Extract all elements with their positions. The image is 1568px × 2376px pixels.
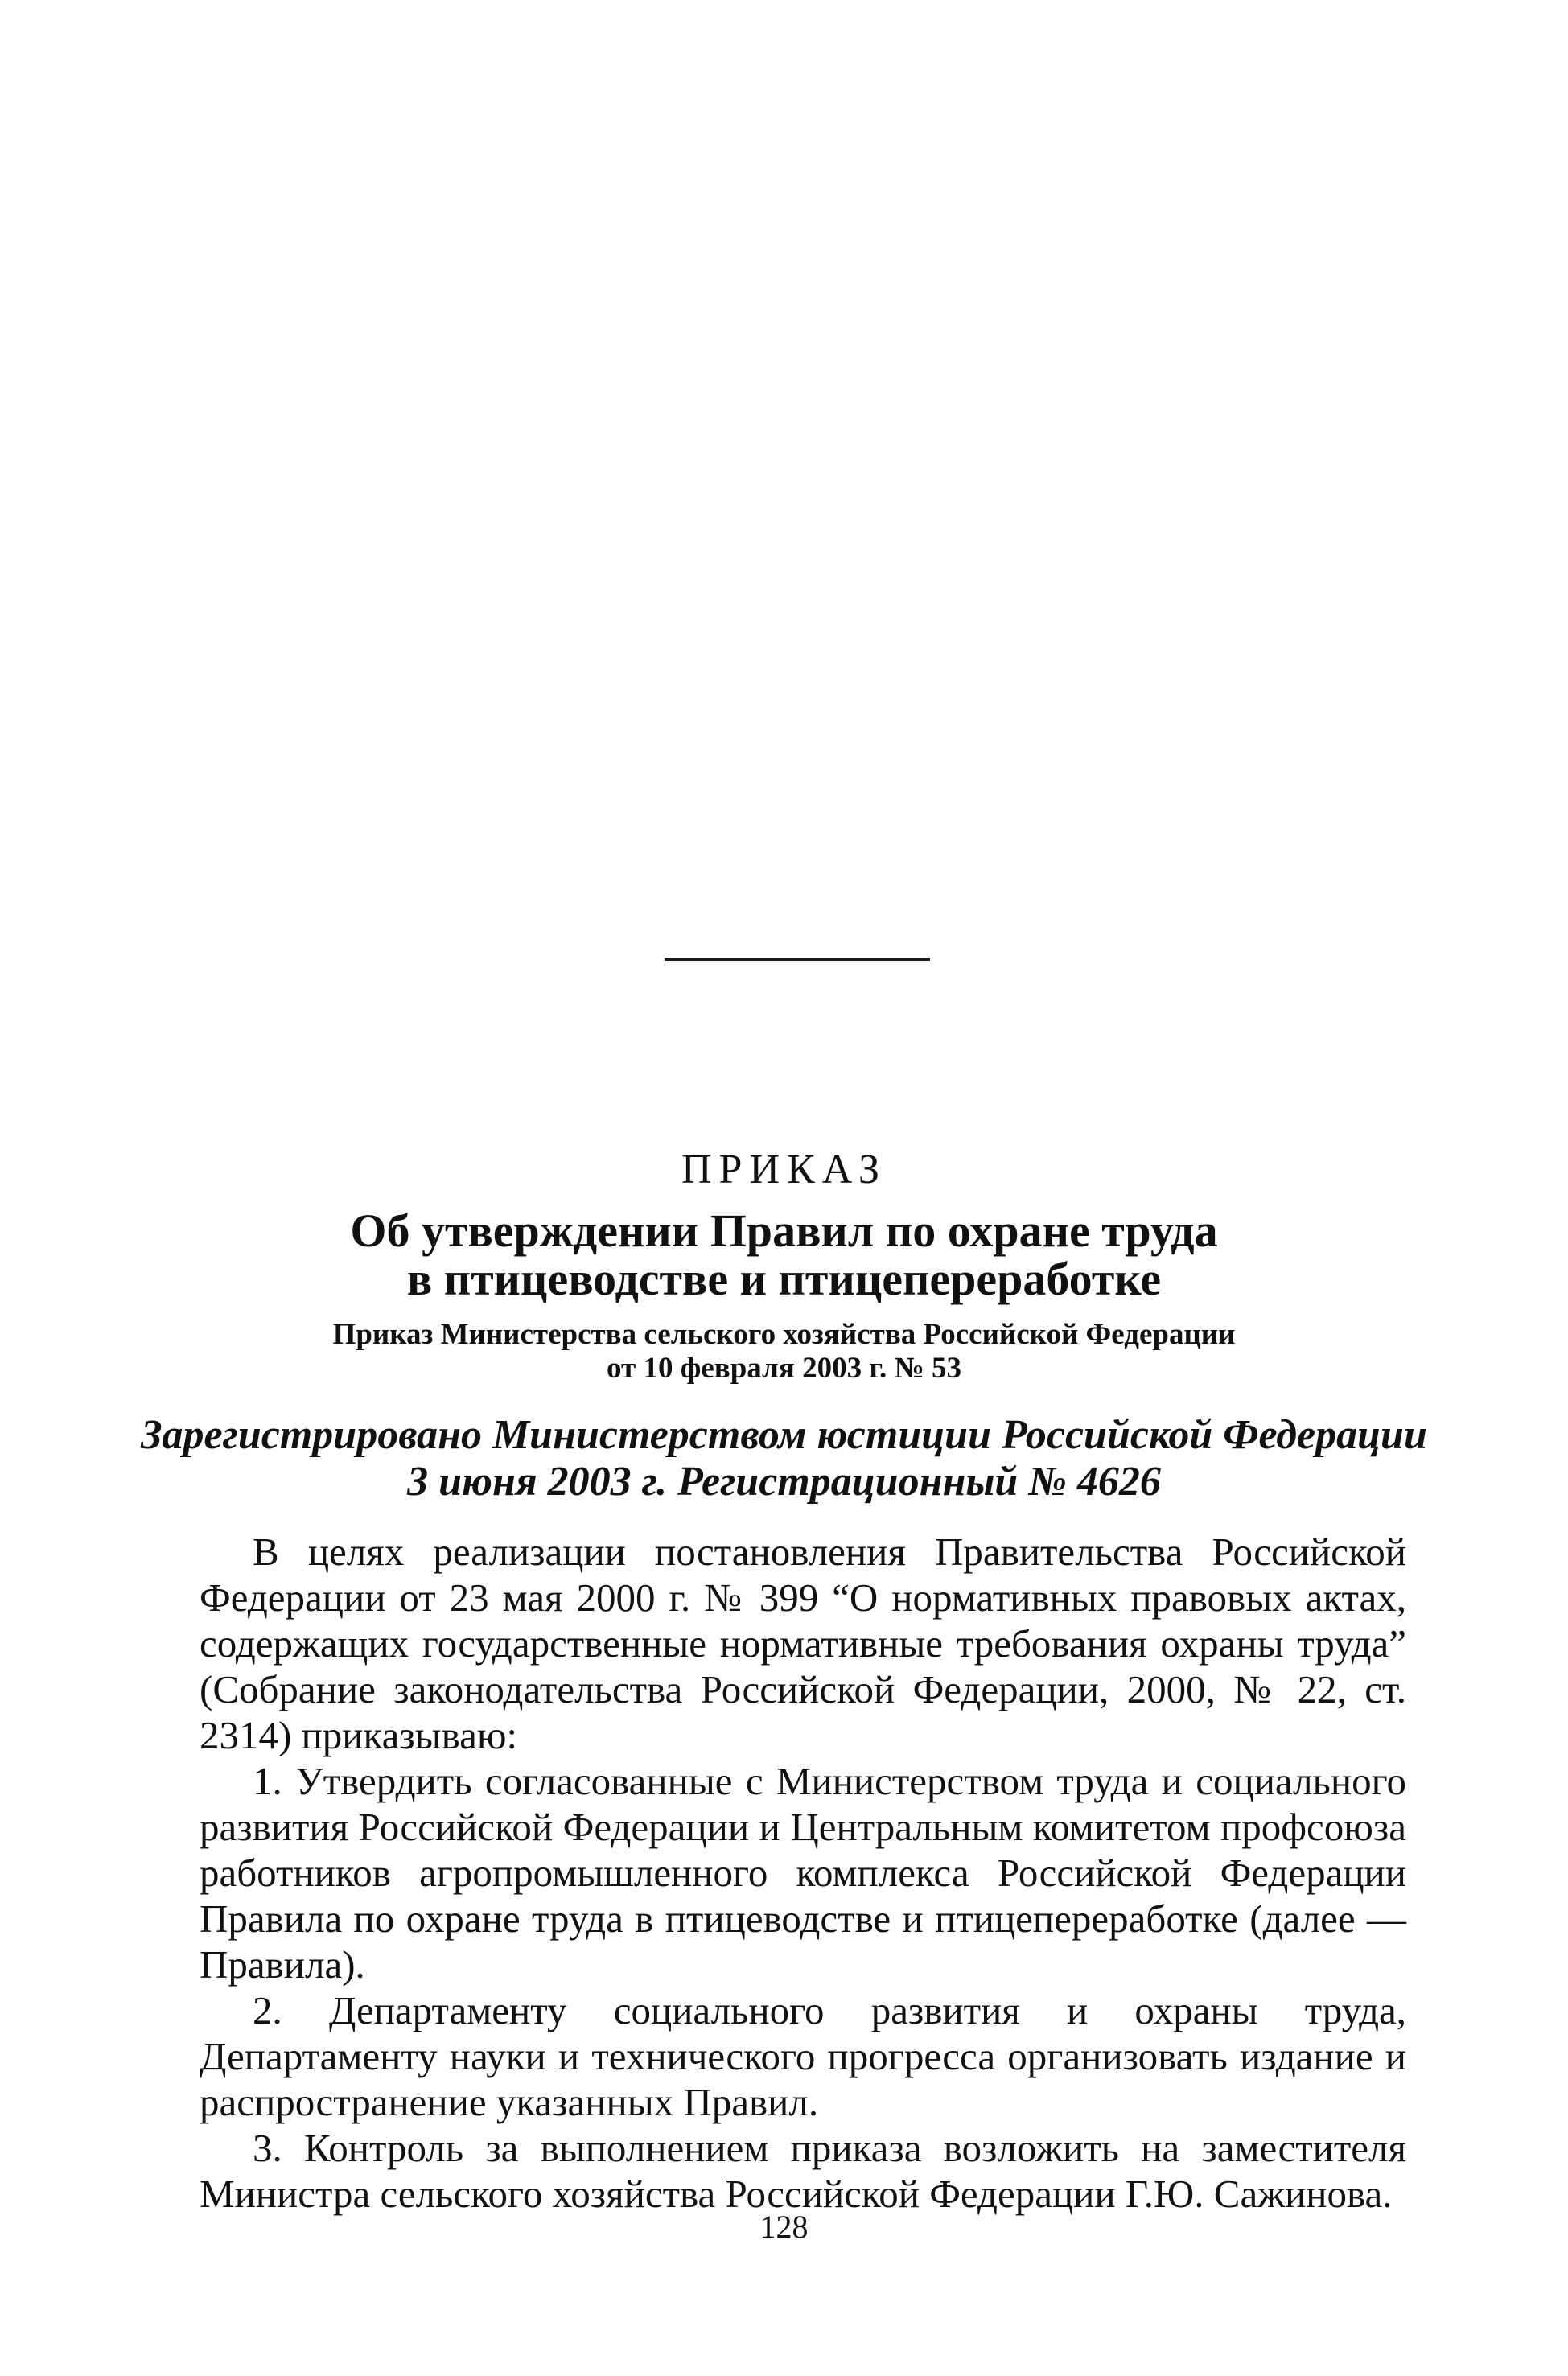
paragraph-item-2: 2. Департаменту социального развития и охраны труда, Департаменту науки и технического прогресса организовать издание и распространение указанных Правил.	[200, 1988, 1406, 2124]
document-title	[0, 1204, 1568, 1305]
document-type: ПРИКАЗ	[681, 1147, 887, 1192]
source-line-2: от 10 февраля 2003 г. № 53	[607, 1352, 961, 1385]
source-line-1: Приказ Министерства сельского хозяйства Российской Федерации	[332, 1318, 1236, 1351]
separator-rule	[665, 958, 930, 961]
paragraph-preamble: В целях реализации постановления Правительства Российской Федерации от 23 мая 2000 г. № 399 “О нормативных правовых актах, содержащих государственные нормативные требования охраны труда” (Собрание законодательства Российской Федерации, 2000, № 22, ст. 2314) приказываю:	[200, 1530, 1406, 1757]
page-number: 128	[759, 2209, 809, 2245]
order-body	[200, 1529, 1406, 2217]
registration-line-1: Зарегистрировано Министерством юстиции Российской Федерации	[141, 1412, 1427, 1458]
registration-note	[0, 1412, 1568, 1505]
title-line-2: в птицеводстве и птицепереработке	[406, 1253, 1162, 1305]
order-source	[0, 1318, 1568, 1386]
paragraph-item-3: 3. Контроль за выполнением приказа возложить на заместителя Министра сельского хозяйства Российской Федерации Г.Ю. Сажинова.	[200, 2126, 1406, 2216]
title-line-1: Об утверждении Правил по охране труда	[350, 1204, 1218, 1257]
paragraph-item-1: 1. Утвердить согласованные с Министерством труда и социального развития Российской Федерации и Центральным комитетом профсоюза работников агропромышленного комплекса Российской Федерации Правила по охране труда в птицеводстве и птицепереработке (далее — Правила).	[200, 1759, 1406, 1987]
registration-line-2: 3 июня 2003 г. Регистрационный № 4626	[407, 1459, 1161, 1505]
